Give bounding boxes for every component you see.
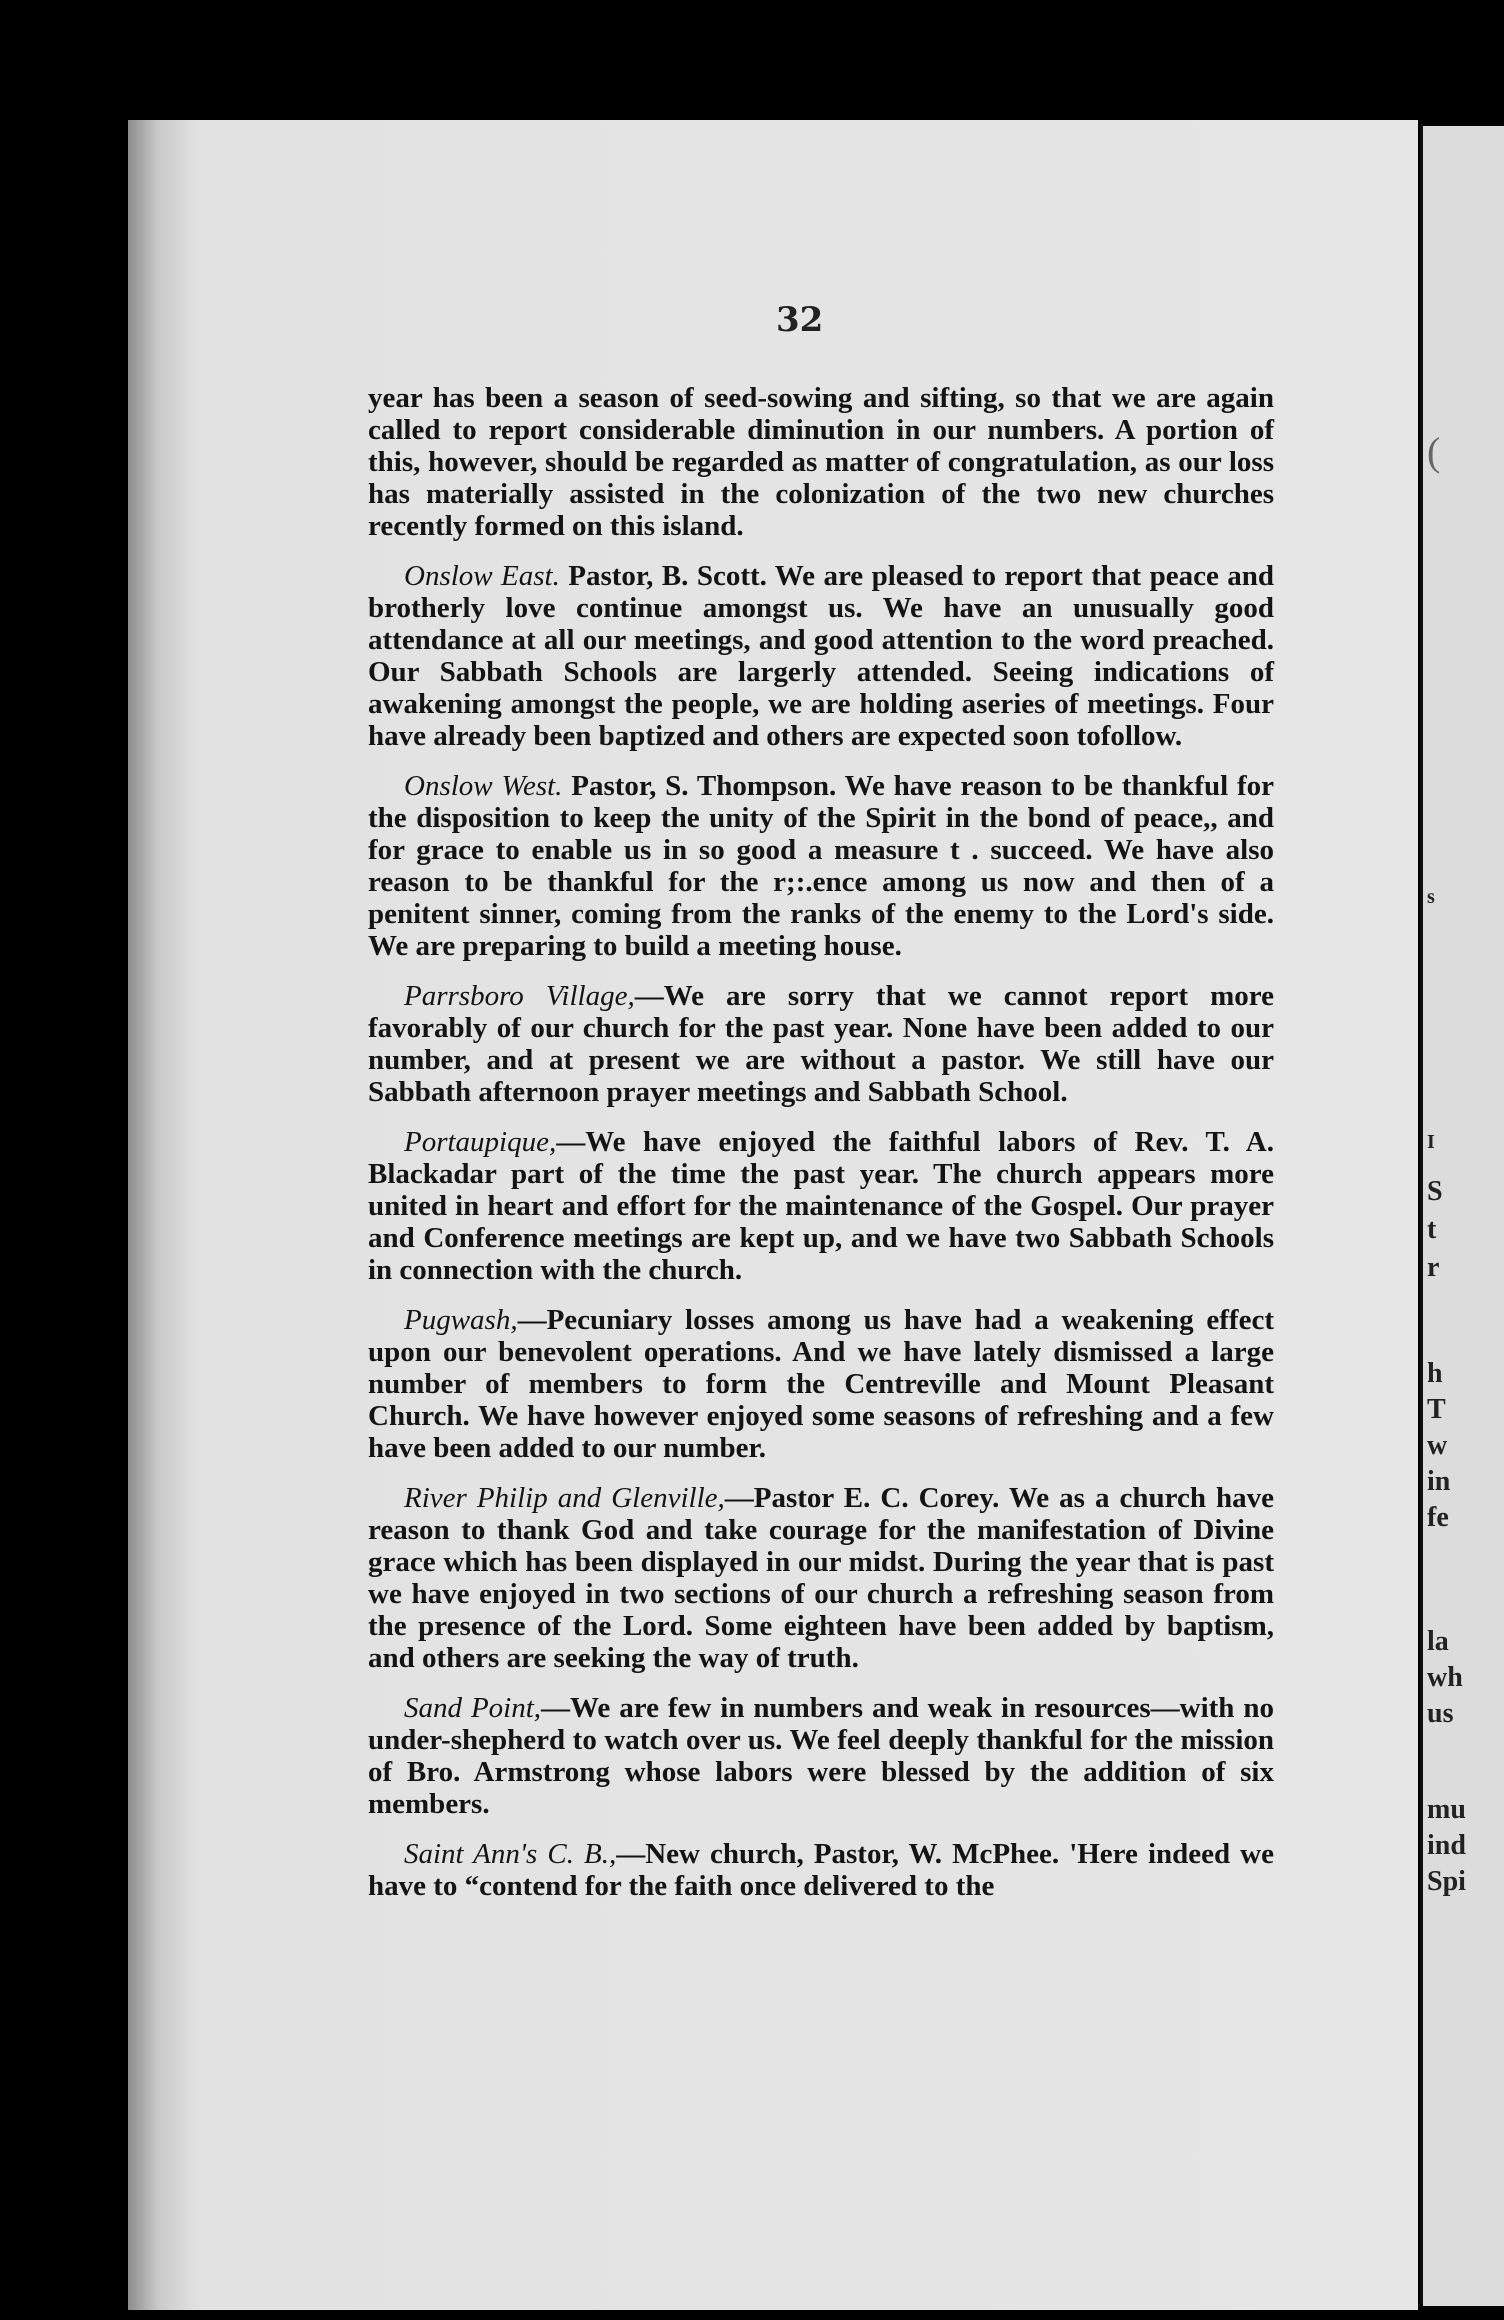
next-page-fragment: wh <box>1427 1662 1463 1693</box>
next-page-fragment: Spi <box>1427 1866 1466 1897</box>
paragraph <box>368 382 1274 542</box>
paragraph-heading: Portaupique, <box>404 1126 557 1158</box>
paragraph-heading: Saint Ann's C. B., <box>404 1838 617 1870</box>
next-page-fragment: r <box>1427 1252 1440 1283</box>
next-page-fragment: fe <box>1427 1502 1449 1533</box>
paragraph-body: —New church, Pastor, W. McPhee. 'Here indeed we have to “contend for the faith once delivered to the <box>368 1838 1274 1902</box>
paragraph-heading: Onslow West. <box>404 770 563 802</box>
page-number: 32 <box>776 300 824 340</box>
paragraph <box>368 1126 1274 1286</box>
paragraph <box>368 770 1274 962</box>
next-page-fragment: I <box>1427 1131 1435 1153</box>
paragraph-heading: River Philip and Glenville, <box>404 1482 725 1514</box>
paragraph-body: Pastor, S. Thompson. We have reason to be thankful for the disposition to keep the unity of the Spirit in the bond of peace,, and for grace to enable us in so good a measure t . succeed. We have also reason to be thankful for the r;:.ence among us now and then of a penitent sinner, coming from the ranks of the enemy to the Lord's side. We are preparing to build a meeting house. <box>368 770 1274 962</box>
paragraph-body: —Pecuniary losses among us have had a weakening effect upon our benevolent operations. And we have lately dismissed a large number of members to form the Centreville and Mount Pleasant Church. We have however enjoyed some seasons of refreshing and a few have been added to our number. <box>368 1304 1274 1464</box>
paragraph-heading: Pugwash, <box>404 1304 518 1336</box>
paragraph-body: —We are few in numbers and weak in resources—with no under-shepherd to watch over us. We feel deeply thankful for the mission of Bro. Armstrong whose labors were blessed by the addition of six members. <box>368 1692 1274 1820</box>
paragraph <box>368 1482 1274 1674</box>
paragraph <box>368 1304 1274 1464</box>
paragraph-heading: Sand Point, <box>404 1692 542 1724</box>
next-page-fragment: mu <box>1427 1794 1466 1825</box>
next-page-fragment: S <box>1427 1176 1443 1207</box>
paragraph-heading: Onslow East. <box>404 560 560 592</box>
paragraph <box>368 1692 1274 1820</box>
body-text <box>368 382 1274 1920</box>
next-page-fragment: us <box>1427 1698 1454 1729</box>
next-page-fragment: s <box>1427 886 1435 908</box>
paragraph-body: —Pastor E. C. Corey. We as a church have reason to thank God and take courage for the manifestation of Divine grace which has been displayed in our midst. During the year that is past we have enjoyed in two sections of our church a refreshing season from the presence of the Lord. Some eighteen have been added by baptism, and others are seeking the way of truth. <box>368 1482 1274 1674</box>
next-page-fragment: ( <box>1427 429 1441 474</box>
paragraph <box>368 1838 1274 1902</box>
adjacent-page-edge <box>1423 126 1504 2306</box>
next-page-fragment: T <box>1427 1394 1446 1425</box>
paragraph-body: —We have enjoyed the faithful labors of Rev. T. A. Blackadar part of the time the past year. The church appears more united in heart and effort for the maintenance of the Gospel. Our prayer and Conference meetings are kept up, and we have two Sabbath Schools in connection with the church. <box>368 1126 1274 1286</box>
paragraph-body: year has been a season of seed-sowing and sifting, so that we are again called to report considerable diminution in our numbers. A portion of this, however, should be regarded as matter of congratulation, as our loss has materially assisted in the colonization of the two new churches recently formed on this island. <box>368 382 1274 542</box>
next-page-fragment: h <box>1427 1358 1443 1389</box>
next-page-fragment: t <box>1427 1214 1437 1245</box>
paragraph-heading: Parrsboro Village, <box>404 980 635 1012</box>
next-page-fragment: la <box>1427 1626 1449 1657</box>
paragraph-body: Pastor, B. Scott. We are pleased to report that peace and brotherly love continue amongst us. We have an unusually good attendance at all our meetings, and good attention to the word preached. Our Sabbath Schools are largerly attended. Seeing indications of awakening amongst the people, we are holding aseries of meetings. Four have already been baptized and others are expected soon tofollow. <box>368 560 1275 752</box>
next-page-fragment: in <box>1427 1466 1451 1497</box>
paragraph <box>368 560 1274 752</box>
paragraph-body: —We are sorry that we cannot report more favorably of our church for the past year. None have been added to our number, and at present we are without a pastor. We still have our Sabbath afternoon prayer meetings and Sabbath School. <box>368 980 1274 1108</box>
next-page-fragment: w <box>1427 1430 1448 1461</box>
next-page-fragment: ind <box>1427 1830 1466 1861</box>
paragraph <box>368 980 1274 1108</box>
